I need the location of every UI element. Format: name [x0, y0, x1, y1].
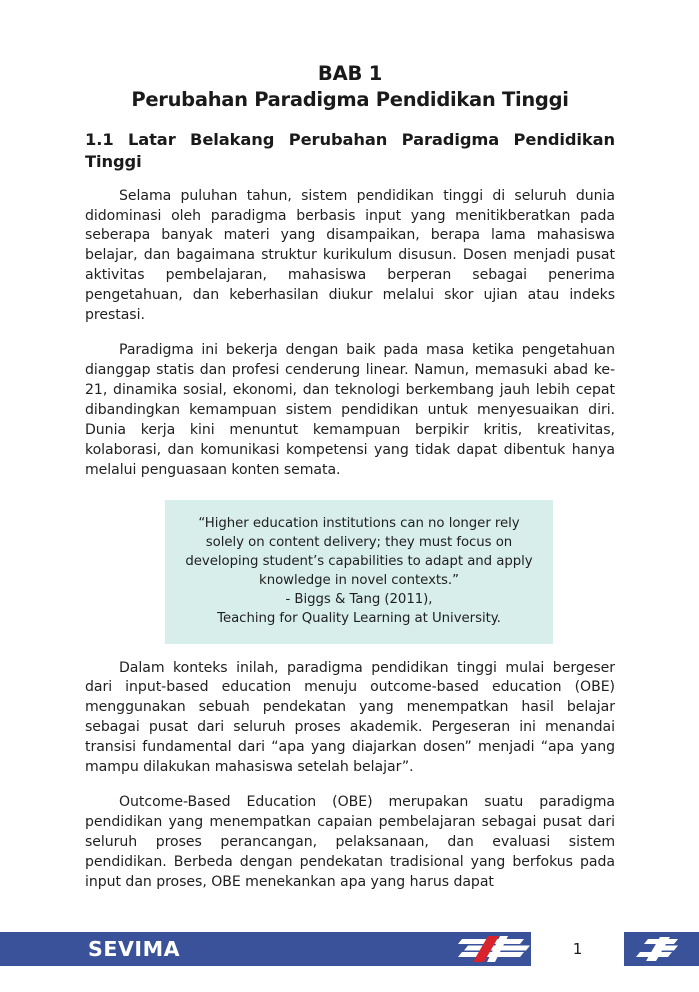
footer-band-left [0, 932, 531, 966]
chapter-title: Perubahan Paradigma Pendidikan Tinggi [131, 87, 569, 111]
quote-callout-box [165, 500, 553, 644]
quote-source: Teaching for Quality Learning at University. [217, 611, 501, 627]
body-paragraph: Paradigma ini bekerja dengan baik pada masa ketika pengetahuan dianggap statis dan profesi cenderung linear. Namun, memasuki abad ke-21, dinamika sosial, ekonomi, dan teknologi berkembang jauh lebih cepat dibandingkan kemampuan sistem pendidikan untuk menyesuaikan diri. Dunia kerja kini menuntut kemampuan berpikir kritis, kreativitas, kolaborasi, dan komunikasi kompetensi yang tidak dapat dibentuk hanya melalui penguasaan konten semata. [85, 342, 615, 478]
sevima-speed-mark-logo [458, 936, 532, 962]
page-footer [0, 932, 699, 966]
speed-mark-icon [458, 936, 532, 962]
page-number: 1 [531, 932, 624, 966]
page-content [85, 0, 615, 893]
body-paragraph: Outcome-Based Education (OBE) merupakan suatu paradigma pendidikan yang menempatkan capaian pembelajaran sebagai pusat dari seluruh proses perancangan, pelaksanaan, dan evaluasi sistem pendidikan. Berbeda dengan pendekatan tradisional yang berfokus pada input dan proses, OBE menekankan apa yang harus dapat [85, 794, 615, 890]
body-paragraph: Dalam konteks inilah, paradigma pendidikan tinggi mulai bergeser dari input-based education menuju outcome-based education (OBE) menggunakan sebuah pendekatan yang menempatkan hasil belajar sebagai pusat dari seluruh proses akademik. Pergeseran ini menandai transisi fundamental dari “apa yang diajarkan dosen” menjadi “apa yang mampu dilakukan mahasiswa setelah belajar”. [85, 659, 615, 776]
quote-text: “Higher education institutions can no longer rely solely on content delivery; they must focus on developing student’s capabilities to adapt and apply knowledge in novel contexts.” [185, 515, 533, 589]
sevima-s-mark-logo [634, 937, 686, 961]
sevima-wordmark: SEVIMA [88, 937, 181, 961]
quote-attribution: - Biggs & Tang (2011), [285, 592, 433, 608]
chapter-label: BAB 1 [317, 62, 383, 85]
chapter-heading-block [85, 0, 615, 113]
body-paragraph: Selama puluhan tahun, sistem pendidikan tinggi di seluruh dunia didominasi oleh paradigma berbasis input yang menitikberatkan pada seberapa banyak materi yang disampaikan, berapa lama mahasiswa belajar, dan bagaimana struktur kurikulum disusun. Dosen menjadi pusat aktivitas pembelajaran, mahasiswa berperan sebagai penerima pengetahuan, dan keberhasilan diukur melalui skor ujian atau indeks prestasi. [85, 187, 615, 324]
section-heading: 1.1 Latar Belakang Perubahan Paradigma Pendidikan Tinggi [85, 129, 615, 171]
s-mark-icon [634, 937, 686, 961]
